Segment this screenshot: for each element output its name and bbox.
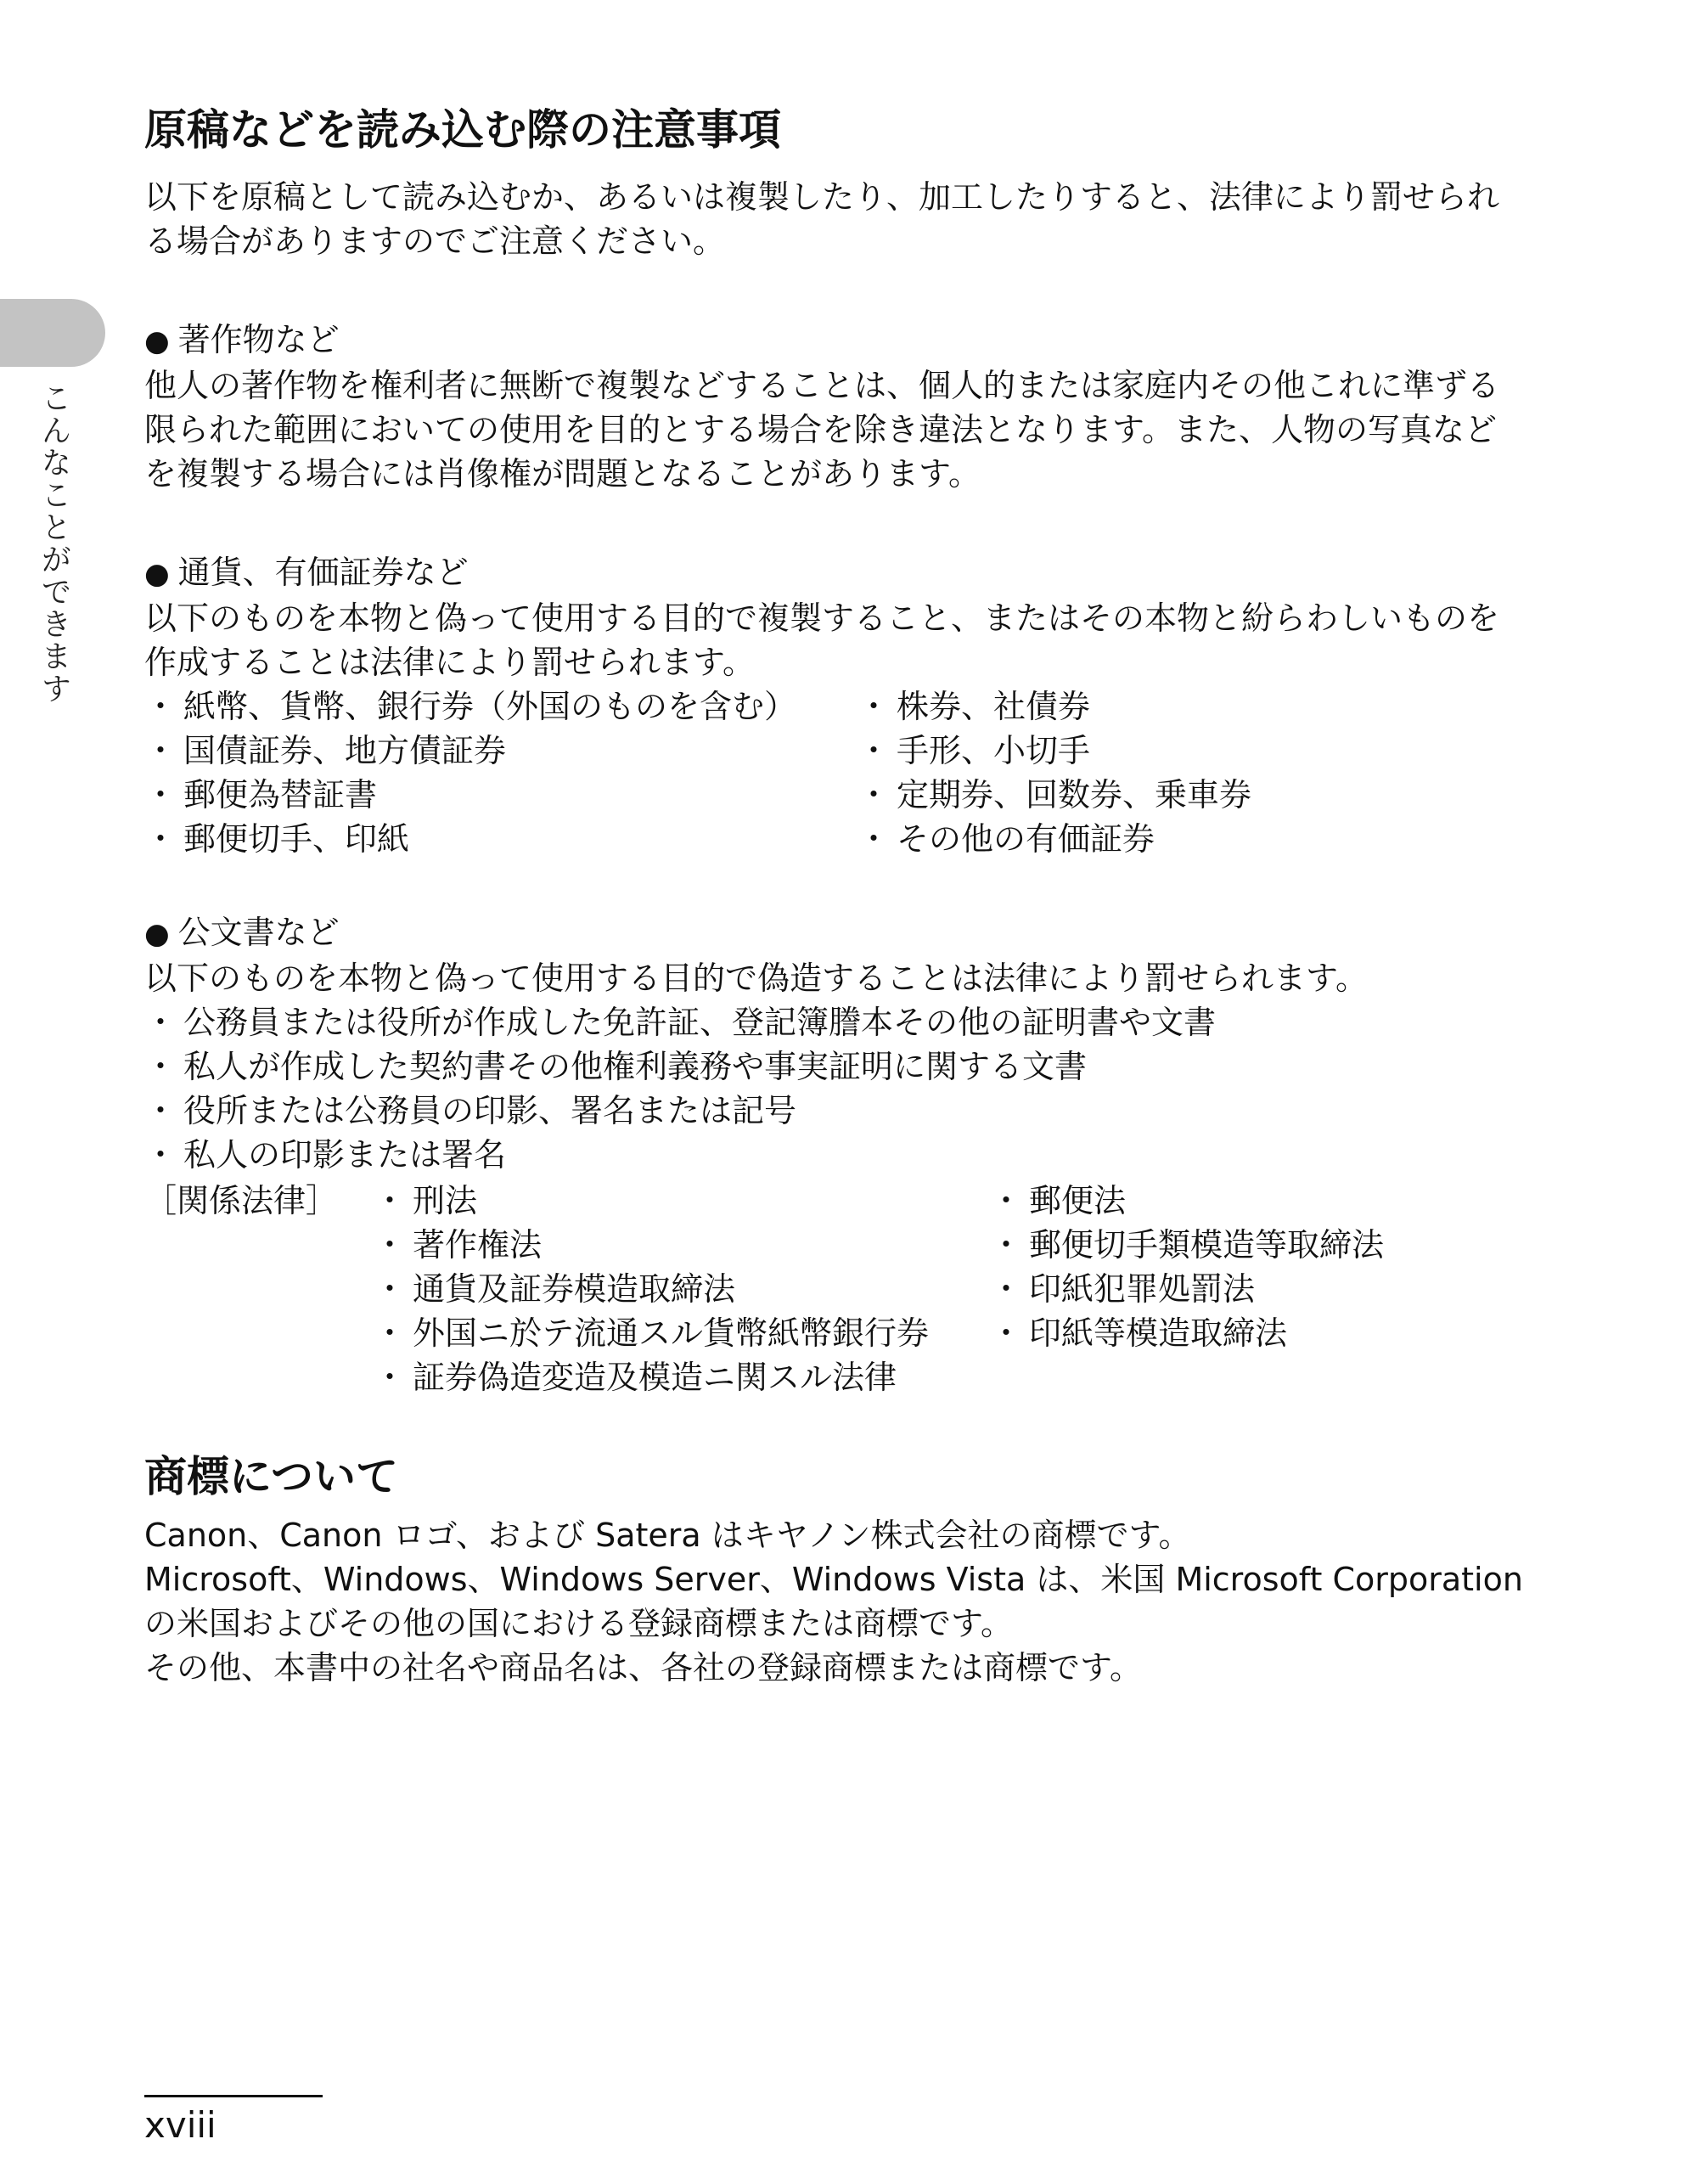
law-item: ・ 通貨及証券模造取締法 [374, 1270, 736, 1308]
body-line: 以下のものを本物と偽って使用する目的で複製すること、またはその本物と紛らわしいものを [144, 599, 1500, 637]
body-line: 限られた範囲においての使用を目的とする場合を除き違法となります。また、人物の写真など [144, 411, 1497, 448]
chapter-tab-label: こんなことができます [37, 382, 71, 705]
body-line: 以下のものを本物と偽って使用する目的で偽造することは法律により罰せられます。 [144, 960, 1368, 997]
list-item: ・ 役所または公務員の印影、署名または記号 [144, 1092, 797, 1129]
law-item: ・ 証券偽造変造及模造ニ関スル法律 [374, 1359, 897, 1396]
trademark-line: の米国およびその他の国における登録商標または商標です。 [144, 1605, 1013, 1642]
law-item: ・ 著作権法 [374, 1226, 543, 1264]
section-official-documents [144, 910, 1571, 1399]
related-laws-label: ［関係法律］ [144, 1182, 339, 1219]
list-item: ・ 郵便為替証書 [144, 776, 378, 813]
list-item: ・ 手形、小切手 [857, 732, 1091, 769]
section-title-text: 通貨、有価証券など [177, 554, 469, 591]
law-item: ・ 郵便切手類模造等取締法 [990, 1226, 1385, 1264]
law-item: ・ 印紙等模造取締法 [990, 1314, 1288, 1352]
section-title [144, 910, 1571, 956]
related-laws [144, 1179, 1571, 1399]
list-item: ・ 株券、社債券 [857, 688, 1091, 725]
related-laws-left [374, 1179, 990, 1399]
body-line: 他人の著作物を権利者に無断で複製などすることは、個人的または家庭内その他これに準ずる [144, 367, 1500, 404]
list-item: ・ 私人が作成した契約書その他権利義務や事実証明に関する文書 [144, 1048, 1088, 1085]
trademark-paragraph [144, 1513, 1571, 1690]
law-item: ・ 印紙犯罪処罰法 [990, 1270, 1256, 1308]
law-item: ・ 刑法 [374, 1182, 478, 1219]
section-title-text: 公文書など [177, 914, 340, 951]
trademark-line: Microsoft、Windows、Windows Server、Windows Vista は、米国 Microsoft Corporation [144, 1561, 1523, 1598]
list-item: ・ 国債証券、地方債証券 [144, 732, 507, 769]
list-item: ・ 郵便切手、印紙 [144, 820, 410, 858]
intro-line: 以下を原稿として読み込むか、あるいは複製したり、加工したりすると、法律により罰せられ [144, 178, 1500, 216]
page-title: 原稿などを読み込む際の注意事項 [144, 105, 781, 155]
law-item: ・ 郵便法 [990, 1182, 1127, 1219]
section-copyright [144, 318, 1571, 496]
securities-list-left [144, 684, 857, 861]
main-content [144, 100, 1571, 1690]
section-title [144, 318, 1571, 363]
chapter-tab [0, 299, 105, 367]
body-line: を複製する場合には肖像権が問題となることがあります。 [144, 455, 981, 493]
intro-paragraph [144, 175, 1571, 263]
page-number: xviii [144, 2104, 216, 2146]
related-laws-right [990, 1179, 1499, 1399]
list-item: ・ 私人の印影または署名 [144, 1136, 507, 1174]
bullet-icon: ● [144, 917, 170, 951]
list-item: ・ 紙幣、貨幣、銀行券（外国のものを含む） [144, 688, 797, 725]
trademark-line: Canon、Canon ロゴ、および Satera はキヤノン株式会社の商標です。 [144, 1517, 1191, 1554]
trademark-line: その他、本書中の社名や商品名は、各社の登録商標または商標です。 [144, 1649, 1142, 1686]
footer-rule [144, 2095, 323, 2097]
list-item: ・ 公務員または役所が作成した免許証、登記簿謄本その他の証明書や文書 [144, 1004, 1217, 1041]
trademark-heading: 商標について [144, 1452, 398, 1501]
securities-list [144, 684, 1571, 861]
section-title-text: 著作物など [177, 321, 340, 358]
intro-line: る場合がありますのでご注意ください。 [144, 222, 726, 260]
list-item: ・ 定期券、回数券、乗車券 [857, 776, 1252, 813]
list-item: ・ その他の有価証券 [857, 820, 1155, 858]
section-title [144, 550, 1571, 596]
body-line: 作成することは法律により罰せられます。 [144, 644, 755, 681]
securities-list-right [857, 684, 1503, 861]
law-item: ・ 外国ニ於テ流通スル貨幣紙幣銀行券 [374, 1314, 930, 1352]
bullet-icon: ● [144, 324, 170, 358]
section-currency [144, 550, 1571, 861]
bullet-icon: ● [144, 557, 170, 591]
